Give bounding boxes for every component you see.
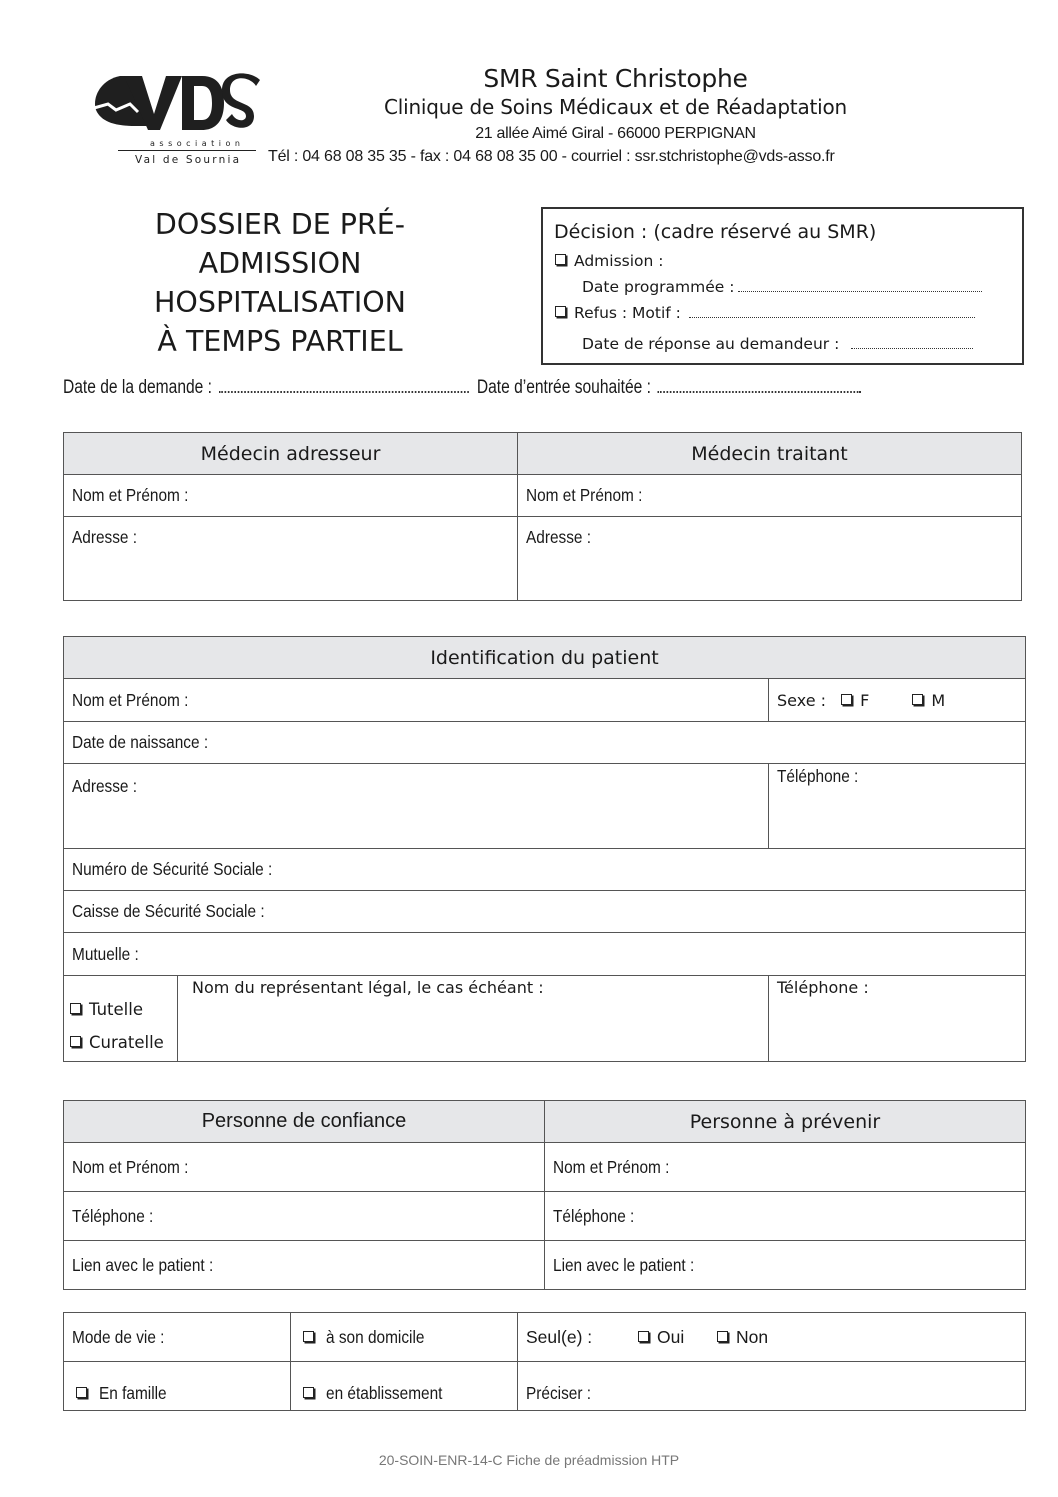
secu-caisse-field[interactable] (64, 891, 1026, 933)
document-reference: 20-SOIN-ENR-14-C Fiche de préadmission HTP (378, 1452, 680, 1468)
preciser-label: Préciser : (526, 1382, 592, 1403)
medecin-adresseur-adresse-field[interactable] (64, 517, 518, 601)
personne-prevenir-header: Personne à prévenir (545, 1101, 1026, 1143)
confiance-telephone-field[interactable] (64, 1192, 545, 1241)
protection-cell (64, 976, 178, 1062)
date-reponse-label: Date de réponse au demandeur : (582, 335, 840, 353)
prevenir-nom-field[interactable] (545, 1143, 1026, 1192)
etablissement-checkbox[interactable] (303, 1387, 314, 1398)
patient-header: Identification du patient (64, 637, 1026, 679)
mutuelle-label: Mutuelle : (72, 943, 139, 964)
famille-checkbox[interactable] (76, 1387, 87, 1398)
medecin-adresseur-header: Médecin adresseur (64, 433, 518, 475)
etablissement-label: en établissement (326, 1382, 443, 1403)
medecin-traitant-adresse-field[interactable] (518, 517, 1022, 601)
representant-telephone-field[interactable] (769, 976, 1026, 1062)
refus-checkbox[interactable] (555, 306, 566, 317)
confiance-lien-field[interactable] (64, 1241, 545, 1290)
clinic-contact: Tél : 04 68 08 35 35 - fax : 04 68 08 35 00 - courriel : ssr.stchristophe@vds-asso.fr (268, 148, 835, 165)
famille-label: En famille (99, 1382, 167, 1403)
refus-motif-field[interactable] (689, 316, 975, 318)
patient-telephone-field[interactable] (769, 764, 1026, 849)
etablissement-cell (291, 1362, 518, 1411)
representant-field[interactable] (178, 976, 769, 1062)
date-programmee-field[interactable] (738, 290, 982, 292)
sexe-m-checkbox[interactable] (912, 694, 923, 705)
document-title-line: HOSPITALISATION (154, 286, 406, 319)
patient-adresse-field[interactable] (64, 764, 769, 849)
lien-label: Lien avec le patient : (72, 1254, 214, 1275)
telephone-label: Téléphone : (777, 766, 859, 786)
decision-title: Décision : (cadre réservé au SMR) (554, 221, 877, 243)
date-naissance-label: Date de naissance : (72, 732, 209, 752)
admission-checkbox[interactable] (555, 254, 566, 265)
dates-line (63, 377, 869, 399)
date-demande-field[interactable] (219, 390, 469, 393)
date-entree-label: Date d’entrée souhaitée : (476, 377, 651, 398)
confiance-nom-field[interactable] (64, 1143, 545, 1192)
representant-label: Nom du représentant légal, le cas échéant : (192, 978, 544, 997)
nom-prenom-label: Nom et Prénom : (72, 689, 189, 710)
patient-naissance-field[interactable] (64, 722, 1026, 764)
refus-label: Refus : Motif : (574, 304, 681, 322)
curatelle-label: Curatelle (89, 1032, 164, 1052)
seul-non-label: Non (736, 1326, 769, 1347)
nom-prenom-label: Nom et Prénom : (72, 485, 189, 505)
admission-label: Admission : (574, 252, 664, 270)
nom-prenom-label: Nom et Prénom : (526, 485, 643, 505)
sexe-f-checkbox[interactable] (841, 694, 852, 705)
telephone-label: Téléphone : (777, 978, 869, 997)
patient-nom-field[interactable] (64, 679, 769, 722)
personne-confiance-title: Personne de confiance (201, 1110, 407, 1132)
secu-numero-label: Numéro de Sécurité Sociale : (72, 859, 273, 879)
nom-prenom-label: Nom et Prénom : (72, 1156, 189, 1177)
seul-oui-label: Oui (657, 1326, 685, 1347)
lien-label: Lien avec le patient : (553, 1254, 695, 1275)
patient-table (63, 636, 1026, 1062)
sexe-label: Sexe : (777, 690, 827, 710)
medecins-table (63, 432, 1022, 601)
patient-sexe-cell (769, 679, 1026, 722)
adresse-label: Adresse : (72, 776, 138, 796)
domicile-checkbox[interactable] (303, 1331, 314, 1342)
seul-oui-checkbox[interactable] (638, 1331, 649, 1342)
medecin-traitant-header: Médecin traitant (518, 433, 1022, 475)
seul-non-checkbox[interactable] (717, 1331, 728, 1342)
clinic-address: 21 allée Aimé Giral - 66000 PERPIGNAN (475, 125, 756, 142)
date-reponse-field[interactable] (851, 347, 973, 349)
preciser-field[interactable] (518, 1362, 1026, 1411)
adresse-label: Adresse : (526, 527, 592, 547)
nom-prenom-label: Nom et Prénom : (553, 1156, 670, 1177)
curatelle-checkbox[interactable] (70, 1036, 81, 1047)
personne-confiance-header (64, 1101, 545, 1143)
mode-vie-label: Mode de vie : (72, 1326, 165, 1347)
logo-subtitle: Val de Sournia (135, 154, 242, 166)
medecin-traitant-nom-field[interactable] (518, 475, 1022, 517)
prevenir-lien-field[interactable] (545, 1241, 1026, 1290)
tutelle-checkbox[interactable] (70, 1003, 81, 1014)
famille-cell (64, 1362, 291, 1411)
adresse-label: Adresse : (72, 527, 138, 547)
seul-cell (518, 1313, 1026, 1362)
logo-divider (118, 150, 256, 151)
domicile-cell (291, 1313, 518, 1362)
mode-vie-label-cell (64, 1313, 291, 1362)
sexe-m-label: M (931, 690, 946, 710)
date-entree-field[interactable] (658, 390, 861, 393)
sexe-f-label: F (860, 690, 870, 710)
tutelle-label: Tutelle (89, 999, 143, 1019)
telephone-label: Téléphone : (72, 1205, 154, 1226)
personnes-table (63, 1100, 1026, 1290)
telephone-label: Téléphone : (553, 1205, 635, 1226)
mutuelle-field[interactable] (64, 933, 1026, 976)
domicile-label: à son domicile (326, 1326, 425, 1347)
document-title-line: DOSSIER DE PRÉ- (154, 208, 406, 241)
logo-association-text: association (150, 139, 245, 148)
secu-caisse-label: Caisse de Sécurité Sociale : (72, 901, 265, 921)
secu-numero-field[interactable] (64, 849, 1026, 891)
document-title-line: ADMISSION (198, 247, 362, 280)
medecin-adresseur-nom-field[interactable] (64, 475, 518, 517)
date-demande-label: Date de la demande : (63, 377, 212, 398)
decision-box (541, 207, 1024, 365)
seul-label: Seul(e) : (526, 1326, 593, 1347)
document-title (110, 205, 450, 361)
prevenir-telephone-field[interactable] (545, 1192, 1026, 1241)
date-programmee-label: Date programmée : (582, 278, 735, 296)
document-title-line: À TEMPS PARTIEL (157, 325, 403, 358)
mode-vie-table (63, 1312, 1026, 1411)
clinic-name: SMR Saint Christophe (483, 64, 748, 93)
clinic-subtitle: Clinique de Soins Médicaux et de Réadaptation (383, 95, 848, 119)
